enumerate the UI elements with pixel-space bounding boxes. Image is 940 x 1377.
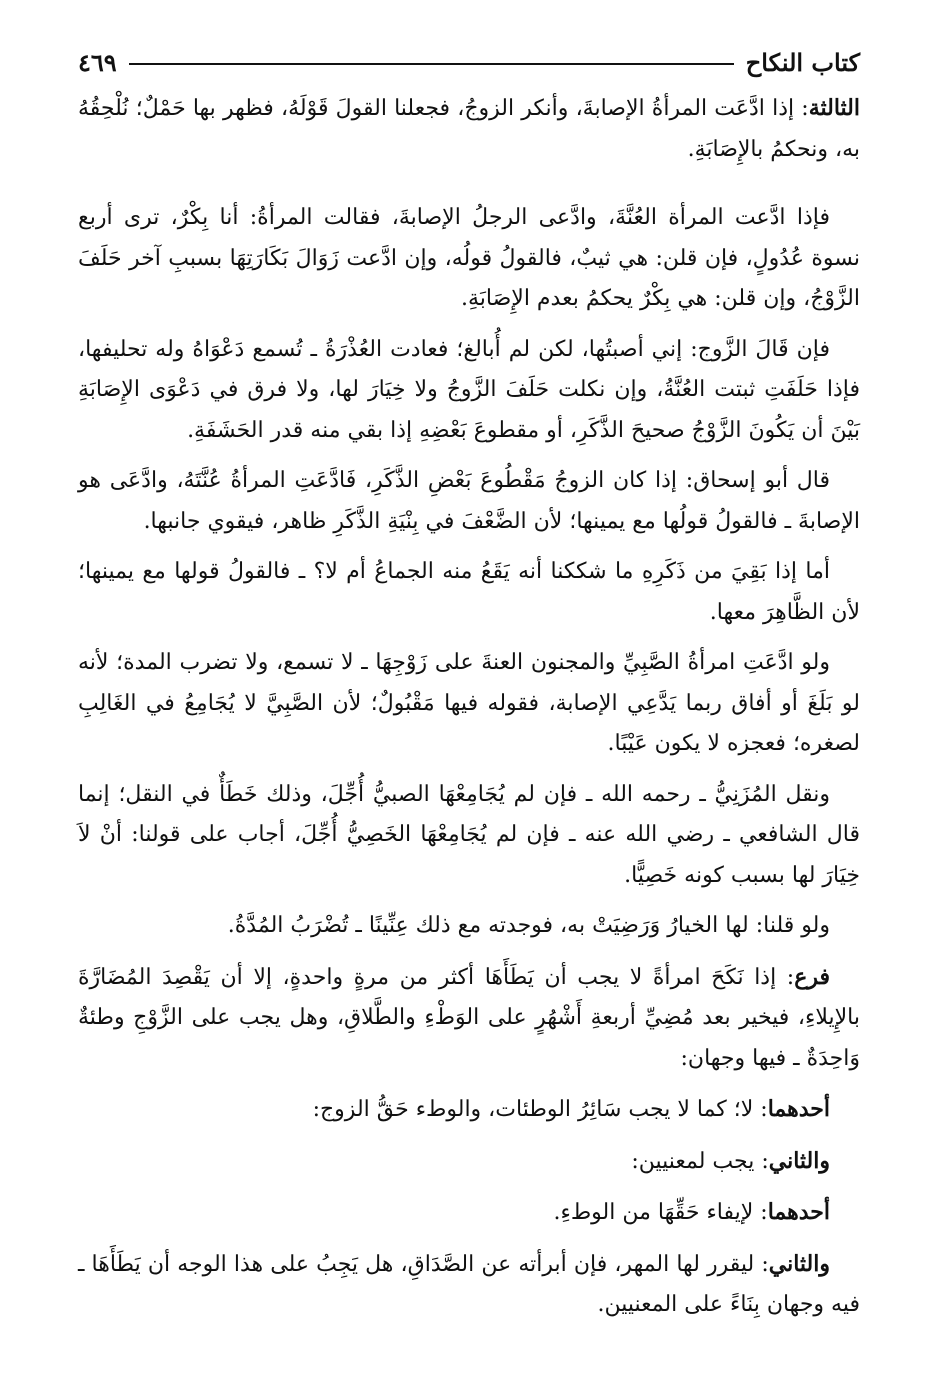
paragraph-text: قال أبو إسحاق: إذا كان الزوجُ مَقْطُوعَ بَعْضِ الذَّكَرِ، فَادَّعَتِ المرأةُ عُنَّتَهُ، وادَّعَى هو الإصابةَ ـ فالقولُ قولُها مع يمينها؛ لأن الضَّعْفَ في بِنْيَةِ الذَّكَرِ ظاهر، فيقوي جانبها. xyxy=(78,468,860,534)
paragraph-lead: فرع xyxy=(794,963,830,990)
paragraph-second-meaning xyxy=(78,1244,860,1326)
paragraph-branch xyxy=(78,957,860,1080)
paragraph-husband-claim xyxy=(78,330,860,452)
running-header xyxy=(78,40,860,84)
paragraph-text: أما إذا بَقِيَ من ذَكَرِهِ ما شككنا أنه يَقَعُ منه الجماعُ أم لا؟ ـ فالقولُ قولها مع يمينها؛ لأن الظَّاهِرَ معها. xyxy=(78,559,860,625)
paragraph-text: ونقل المُزَنِيُّ ـ رحمه الله ـ فإن لم يُجَامِعْهَا الصبيُّ أُجِّلَ، وذلك خَطَأٌ في النقل؛ إنما قال الشافعي ـ رضي الله عنه ـ فإن لم يُجَامِعْهَا الخَصِيُّ أُجِّلَ، أجاب على قولنا: أنْ لاَ خِيَارَ لها بسبب كونه خَصِيًّا. xyxy=(78,781,860,888)
paragraph-child-insane xyxy=(78,643,860,765)
paragraph-text: : لإيفاء حَقِّهَا من الوطءِ. xyxy=(553,1200,768,1225)
paragraph-text: : ليقرر لها المهر، فإن أبرأته عن الصَّدَاقِ، هل يَجِبُ على هذا الوجه أن يَطَأَهَا ـ فيه وجهان بِنَاءً على المعنيين. xyxy=(78,1251,860,1317)
page-body xyxy=(78,88,860,1326)
chapter-title: كتاب النكاح xyxy=(745,47,860,77)
book-page xyxy=(78,40,860,1340)
paragraph-lead: والثاني xyxy=(768,1147,830,1174)
paragraph-text: : إذا نَكَحَ امرأةً لا يجب أن يَطَأَهَا أكثر من مرةٍ واحدةٍ، إلا أن يَقْصِدَ المُضَارَّةَ بالإِيلاءِ، فيخير بعد مُضِيِّ أربعةِ أَشْهُرٍ على الوَطْءِ والطَّلاقِ، وهل يجب على الزَّوْجِ وطئةٌ وَاحِدَةٌ ـ فيها وجهان: xyxy=(78,964,860,1071)
paragraph-lead: الثالثة xyxy=(808,95,860,121)
paragraph-doubt xyxy=(78,552,860,633)
paragraph-text: ولو قلنا: لها الخيارُ وَرَضِيَتْ به، فوجدته مع ذلك عِنِّينًا ـ تُضْرَبُ المُدَّةُ. xyxy=(227,913,830,938)
paragraph-muzani xyxy=(78,775,860,897)
paragraph-lead: والثاني xyxy=(768,1250,830,1277)
header-rule xyxy=(129,63,734,65)
paragraph-text: : لا؛ كما لا يجب سَائِرُ الوطئات، والوطء حَقُّ الزوج: xyxy=(312,1097,768,1122)
paragraph-third-case xyxy=(78,88,860,170)
paragraph-first-meaning xyxy=(78,1192,860,1234)
paragraph-text: فإذا ادَّعت المرأة العُنَّةَ، وادَّعى الرجلُ الإصابةَ، فقالت المرأةُ: أنا بِكْرٌ، ترى أربع نسوة عُدُولٍ، فإن قلن: هي ثيبٌ، فالقولُ قولُه، وإن ادَّعت زَوَالَ بَكَارَتِهَا بسببِ آخر حَلَفَ الزَّوْجُ، وإن قلن: هي بِكْرٌ يحكمُ بعدم الإِصَابَةِ. xyxy=(78,205,860,311)
paragraph-first-view xyxy=(78,1089,860,1131)
paragraph-text: ولو ادَّعَتِ امرأةُ الصَّبِيِّ والمجنون العنةَ على زَوْجِهَا ـ لا تسمع، ولا تضرب المدة؛ لأنه لو بَلَغَ أو أفاق ربما يَدَّعِي الإصابة، فقوله فيها مَقْبُولٌ؛ لأن الصَّبِيَّ لا يُجَامِعُ في الغَالِبِ لصغره؛ فعجزه لا يكون عَيْبًا. xyxy=(78,650,860,756)
paragraph-virginity-claim xyxy=(78,198,860,320)
paragraph-text: : إذا ادَّعَت المرأةُ الإصابةَ، وأنكر الزوجُ، فجعلنا القولَ قَوْلَهُ، فظهر بها حَمْلٌ؛ نُلْحِقُهُ به، ونحكمُ بالإِصَابَةِ. xyxy=(78,96,860,162)
paragraph-text: فإن قَالَ الزَّوج: إني أصبتُها، لكن لم أُبالغ؛ فعادت العُذْرَةُ ـ تُسمع دَعْوَاهُ وله تحليفها، فإذا حَلَفَتِ ثبتت العُنَّةُ، وإن نكلت حَلَفَ الزَّوجُ ولا خِيَارَ لها، ولا فرق في دَعْوَى الإِصَابَةِ بَيْنَ أن يَكُونَ الزَّوْجُ صحيحَ الذَّكَرِ، أو مقطوعَ بَعْضِهِ إذا بقي منه قدر الحَشَفَةِ. xyxy=(78,336,860,443)
paragraph-option xyxy=(78,906,860,947)
paragraph-abu-ishaq xyxy=(78,461,860,542)
paragraph-lead: أحدهما xyxy=(767,1096,830,1122)
paragraph-lead: أحدهما xyxy=(767,1199,830,1225)
paragraph-text: : يجب لمعنيين: xyxy=(631,1148,769,1174)
paragraph-second-view xyxy=(78,1141,860,1183)
page-number: ٤٦٩ xyxy=(78,47,117,77)
